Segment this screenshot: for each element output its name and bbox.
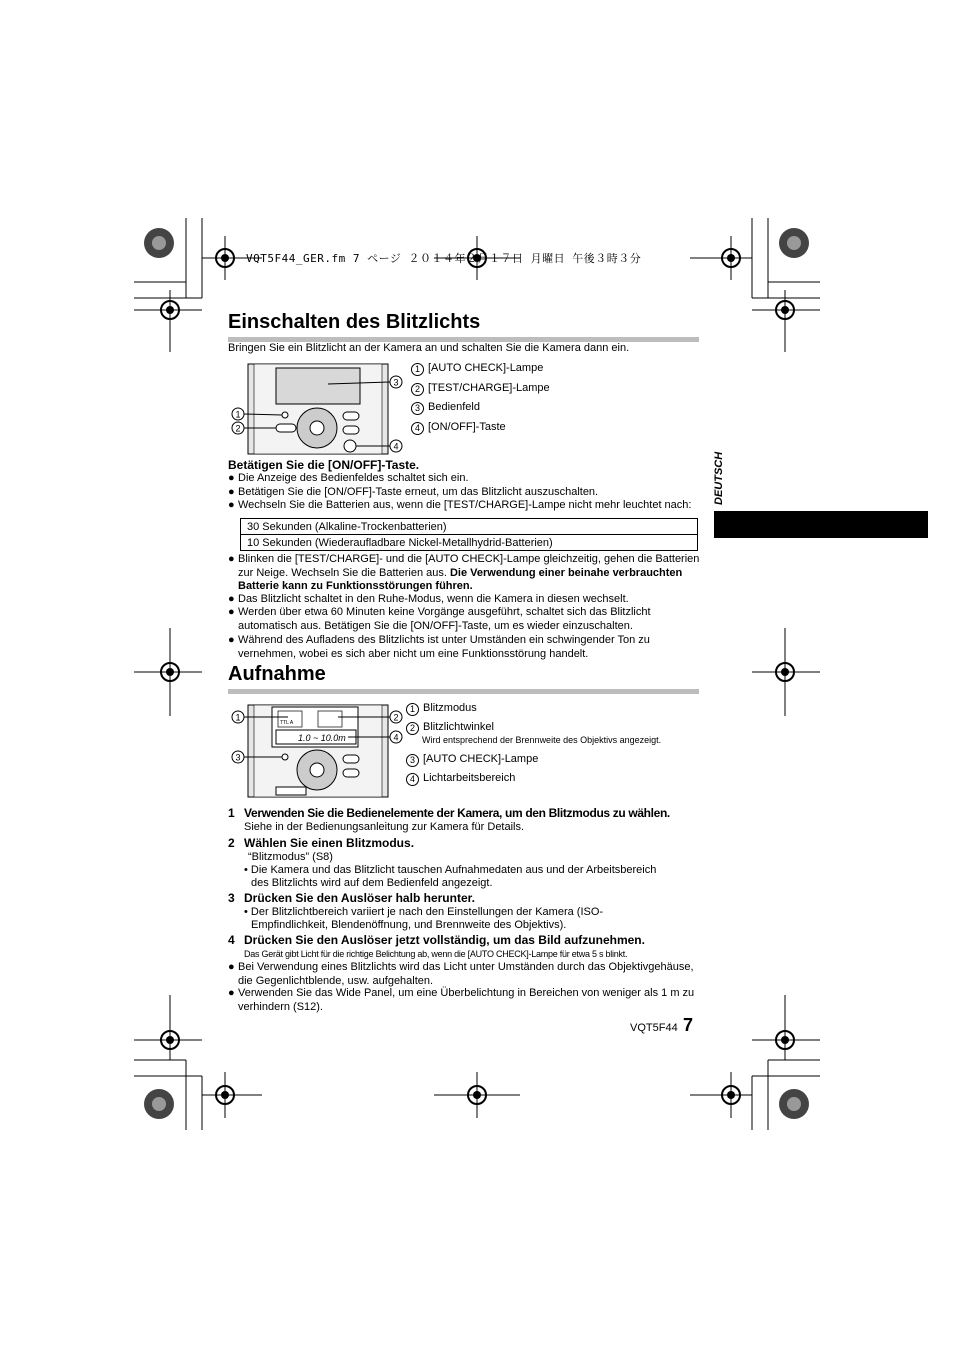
svg-text:1: 1 bbox=[235, 409, 241, 420]
table-row: 30 Sekunden (Alkaline-Trockenbatterien) bbox=[241, 519, 698, 535]
step-4: 4 Drücken Sie den Auslöser jetzt vollständig, um das Bild aufzunehmen. bbox=[228, 933, 645, 947]
language-tab bbox=[714, 511, 928, 538]
flash-lcd-illustration bbox=[228, 703, 408, 798]
section-title-aufnahme: Aufnahme bbox=[228, 663, 326, 685]
step-4-text: Das Gerät gibt Licht für die richtige Belichtung ab, wenn die [AUTO CHECK]-Lampe für etwa 5 s blinkt. bbox=[244, 949, 628, 959]
svg-text:3: 3 bbox=[235, 752, 241, 763]
svg-text:2: 2 bbox=[393, 712, 399, 723]
svg-text:4: 4 bbox=[393, 732, 399, 743]
bullet-item: ● Bei Verwendung eines Blitzlichts wird das Licht unter Umständen durch das Objektivgehäuse, die Gegenlichtblende, usw. aufgehalten. bbox=[228, 961, 694, 987]
footer-code: VQT5F44 bbox=[630, 1022, 678, 1034]
bullet-item: ● Während des Aufladens des Blitzlichts ist unter Umständen ein schwingender Ton zu vernehmen, wobei es sich aber nicht um eine Funktionsstörung handelt. bbox=[228, 634, 650, 660]
flash-panel-illustration bbox=[228, 362, 408, 456]
title-rule bbox=[228, 689, 699, 694]
step-1-text: Siehe in der Bedienungsanleitung zur Kamera für Details. bbox=[244, 821, 525, 833]
page-number: 7 bbox=[683, 1015, 694, 1035]
intro-text: Bringen Sie ein Blitzlicht an der Kamera an und schalten Sie die Kamera dann ein. bbox=[228, 342, 630, 354]
subheading-on-off: Betätigen Sie die [ON/OFF]-Taste. bbox=[228, 458, 420, 472]
bullet-item: ● Werden über etwa 60 Minuten keine Vorgänge ausgeführt, schaltet sich das Blitzlicht automatisch aus. Betätigen Sie die [ON/OFF]-Taste, um es wieder einzuschalten. bbox=[228, 606, 651, 632]
step-1: 1 Verwenden Sie die Bedienelemente der Kamera, um den Blitzmodus zu wählen. bbox=[228, 806, 670, 820]
step-2: 2 Wählen Sie einen Blitzmodus. bbox=[228, 836, 415, 850]
print-header: VQT5F44_GER.fm 7 ページ ２０１４年２月１７日 月曜日 午後３時３分 bbox=[246, 252, 642, 265]
bullet-item: ● Blinken die [TEST/CHARGE]- und die [AUTO CHECK]-Lampe gleichzeitig, gehen die Batterien zur Neige. Wechseln Sie die Batterien aus. Die Verwendung einer beinahe verbrauchten Batterie kann zu Funktionsstörungen führen. bbox=[228, 553, 700, 593]
bullet-item: ● Die Anzeige des Bedienfeldes schaltet sich ein. bbox=[228, 472, 469, 484]
language-label: DEUTSCH bbox=[713, 451, 725, 505]
svg-text:1: 1 bbox=[235, 712, 241, 723]
bullet-item: ● Das Blitzlicht schaltet in den Ruhe-Modus, wenn die Kamera in diesen wechselt. bbox=[228, 593, 629, 605]
step-3-text: Empfindlichkeit, Blendenöffnung, und Brennweite des Objektivs). bbox=[251, 919, 567, 931]
section-title-einschalten: Einschalten des Blitzlichts bbox=[228, 311, 481, 333]
step-2-text: “Blitzmodus” (S8) bbox=[248, 851, 333, 863]
legend-list-1: 1 [AUTO CHECK]-Lampe 2 [TEST/CHARGE]-Lampe 3 Bedienfeld 4 [ON/OFF]-Taste bbox=[411, 362, 550, 440]
svg-text:3: 3 bbox=[393, 377, 399, 388]
step-3-text: • Der Blitzlichtbereich variiert je nach den Einstellungen der Kamera (ISO- bbox=[244, 906, 604, 918]
svg-text:2: 2 bbox=[235, 423, 241, 434]
legend-list-2: 1 Blitzmodus 2 Blitzlichtwinkel Wird entsprechend der Brennweite des Objektivs angezeigt. 3 [AUTO CHECK]-Lampe 4 Lichtarbeitsbereich bbox=[406, 702, 661, 791]
bullet-item: ● Wechseln Sie die Batterien aus, wenn die [TEST/CHARGE]-Lampe nicht mehr leuchtet nach: bbox=[228, 499, 692, 511]
battery-table bbox=[240, 518, 698, 551]
bullet-item: ● Betätigen Sie die [ON/OFF]-Taste erneut, um das Blitzlicht auszuschalten. bbox=[228, 486, 599, 498]
step-3: 3 Drücken Sie den Auslöser halb herunter. bbox=[228, 891, 475, 905]
lcd-range-text: 1.0 ~ 10.0m bbox=[298, 733, 346, 743]
table-row: 10 Sekunden (Wiederaufladbare Nickel-Metallhydrid-Batterien) bbox=[241, 535, 698, 551]
step-2-text: des Blitzlichts wird auf dem Bedienfeld angezeigt. bbox=[251, 877, 493, 889]
svg-text:4: 4 bbox=[393, 441, 399, 452]
lcd-mode-text: TTL A bbox=[280, 720, 294, 726]
bullet-item: ● Verwenden Sie das Wide Panel, um eine Überbelichtung in Bereichen von weniger als 1 m zu verhindern (S12). bbox=[228, 987, 695, 1013]
step-2-text: • Die Kamera und das Blitzlicht tauschen Aufnahmedaten aus und der Arbeitsbereich bbox=[244, 864, 657, 876]
